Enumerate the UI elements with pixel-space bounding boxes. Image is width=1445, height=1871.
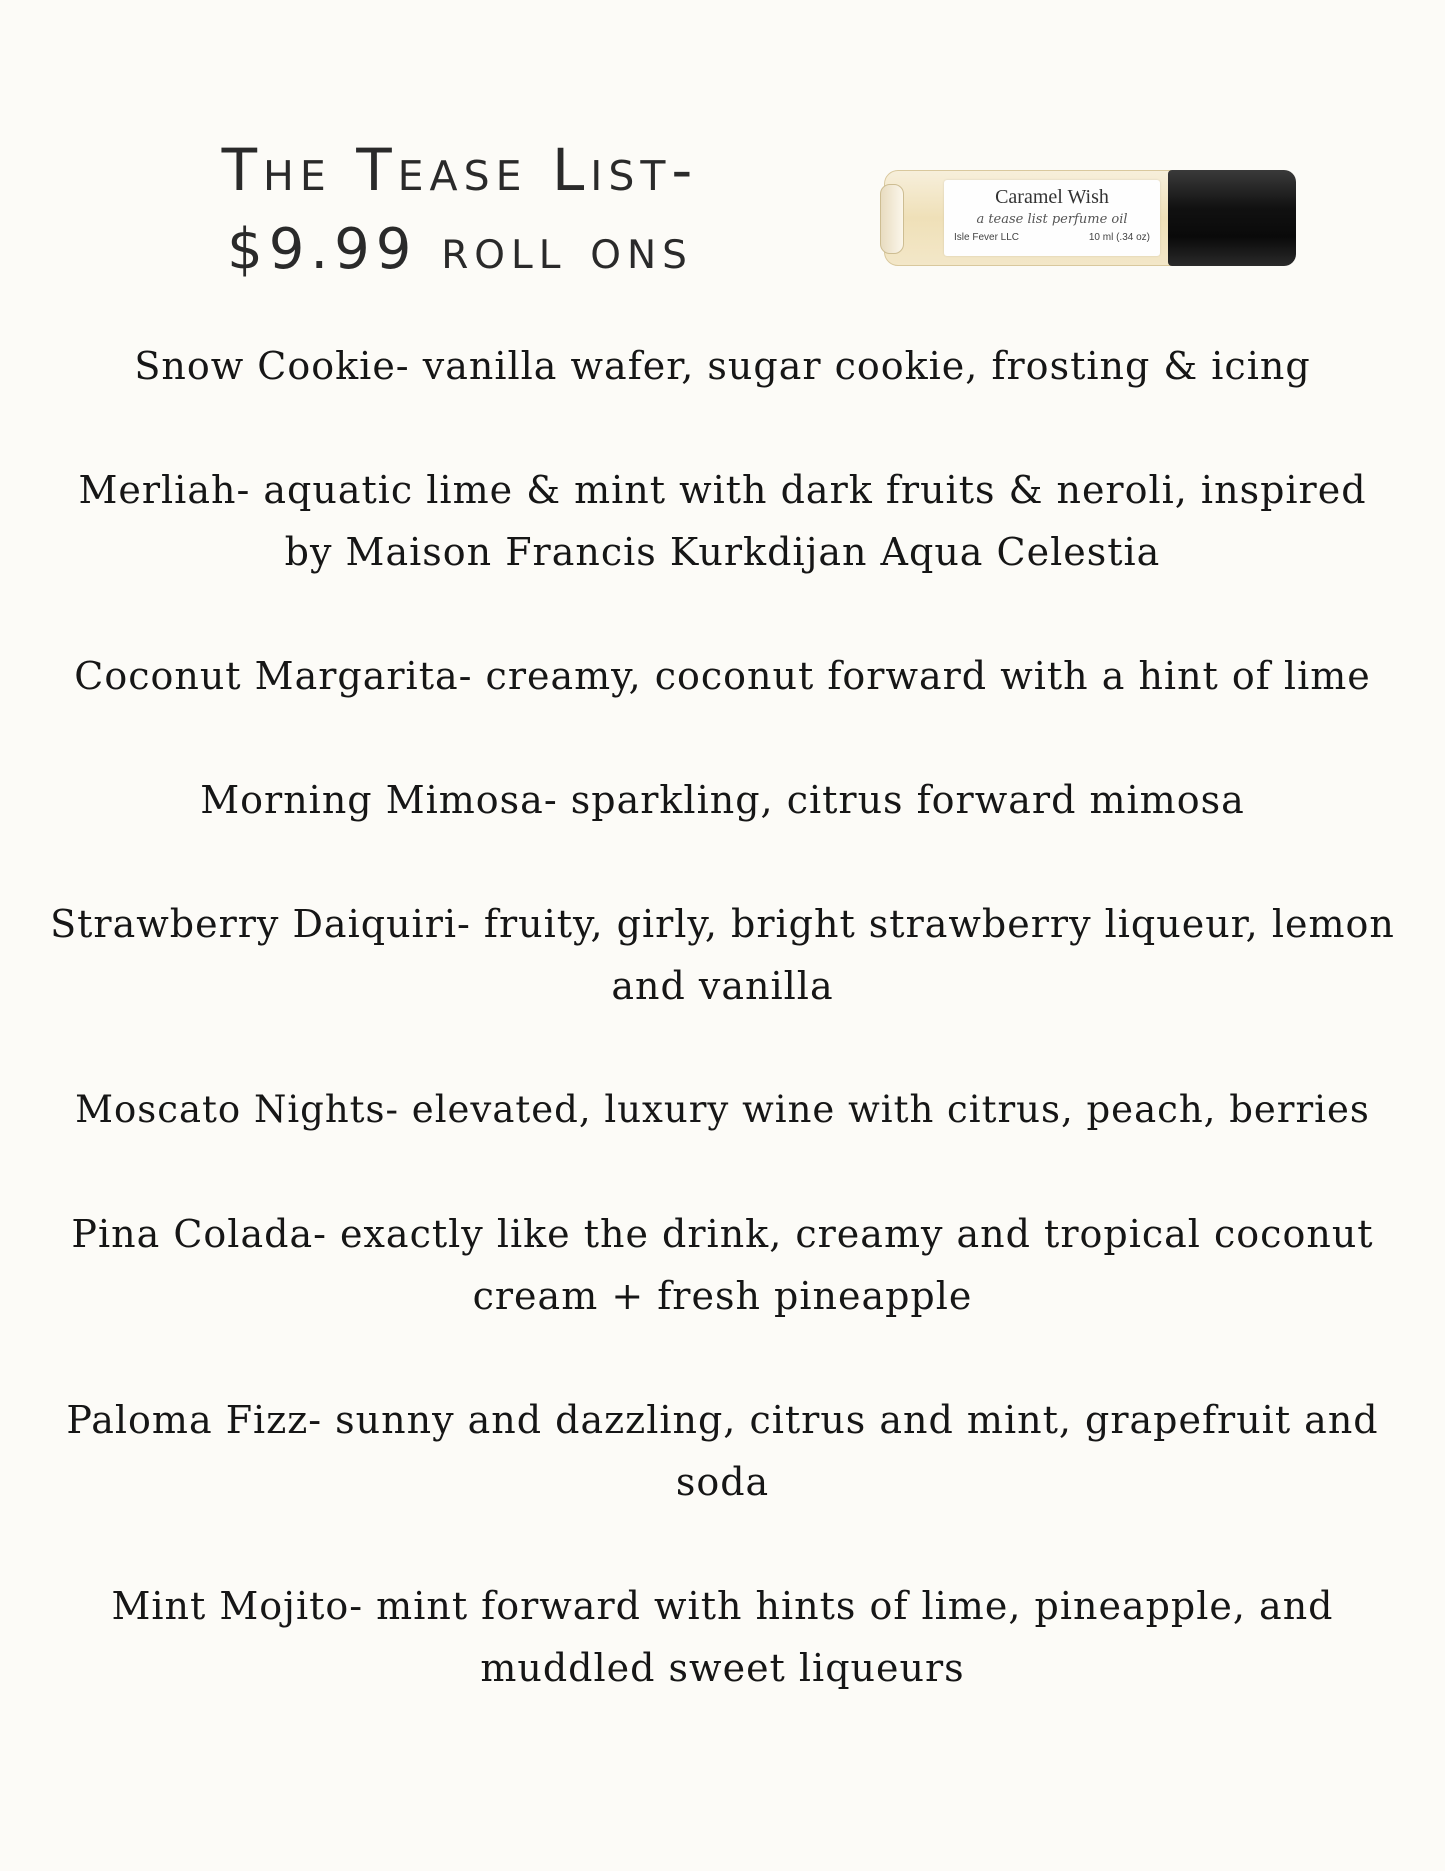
scent-item-paloma-fizz: Paloma Fizz- sunny and dazzling, citrus and mint, grapefruit and soda xyxy=(66,1398,1379,1504)
label-footer xyxy=(944,230,1160,246)
title-line-2: $9.99 roll ons xyxy=(227,217,693,282)
scent-list xyxy=(40,335,1405,1761)
scent-item-merliah: Merliah- aquatic lime & mint with dark fruits & neroli, inspired by Maison Francis Kurkdijan Aqua Celestia xyxy=(78,468,1367,574)
bottle-label xyxy=(944,180,1160,256)
scent-item-mint-mojito: Mint Mojito- mint forward with hints of lime, pineapple, and muddled sweet liqueurs xyxy=(111,1584,1334,1690)
scent-item-pina-colada: Pina Colada- exactly like the drink, creamy and tropical coconut cream + fresh pineapple xyxy=(71,1212,1374,1318)
title-line-1: The Tease List- xyxy=(221,136,699,204)
scent-item-moscato-nights: Moscato Nights- elevated, luxury wine with citrus, peach, berries xyxy=(75,1088,1370,1131)
scent-item-snow-cookie: Snow Cookie- vanilla wafer, sugar cookie, frosting & icing xyxy=(134,344,1311,388)
bottle-cap xyxy=(1168,170,1296,266)
label-name: Caramel Wish xyxy=(995,186,1109,208)
page-title xyxy=(150,130,770,290)
scent-item-morning-mimosa: Morning Mimosa- sparkling, citrus forward mimosa xyxy=(200,778,1245,822)
scent-item-coconut-margarita: Coconut Margarita- creamy, coconut forward with a hint of lime xyxy=(74,654,1371,698)
label-subtitle: a tease list perfume oil xyxy=(976,212,1128,227)
label-size: 10 ml (.34 oz) xyxy=(1088,232,1150,243)
header xyxy=(0,130,1445,290)
roll-on-bottle-image xyxy=(884,170,1296,266)
scent-item-strawberry-daiquiri: Strawberry Daiquiri- fruity, girly, bright strawberry liqueur, lemon and vanilla xyxy=(50,902,1395,1008)
roller-ball xyxy=(880,184,904,254)
label-brand: Isle Fever LLC xyxy=(954,232,1020,243)
